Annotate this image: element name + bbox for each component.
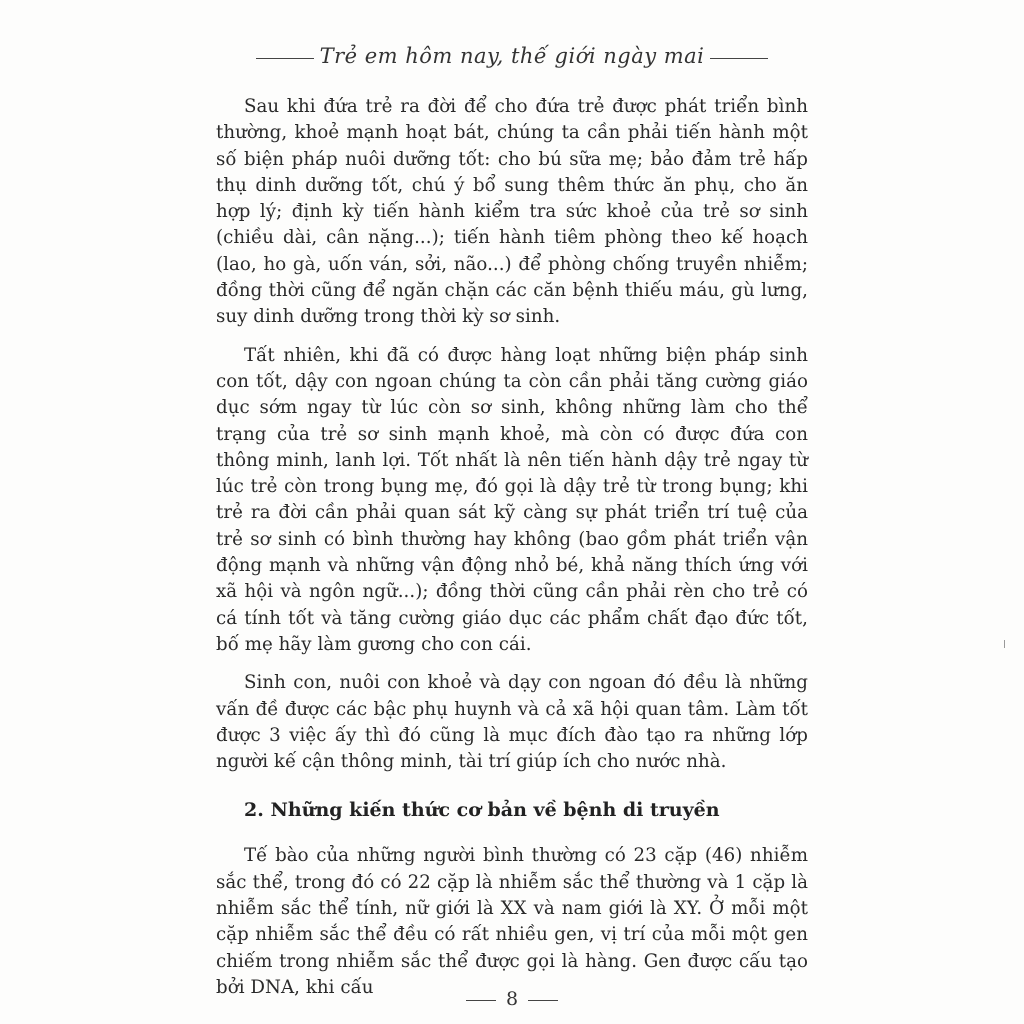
- folio-left-rule: [466, 1000, 496, 1001]
- body-text: [216, 94, 808, 1011]
- paragraph-early-education: Tất nhiên, khi đã có được hàng loạt những biện pháp sinh con tốt, dậy con ngoan chúng ta còn cần phải tăng cường giáo dục sớm ngay từ lúc còn sơ sinh, không những làm cho thể trạng của trẻ sơ sinh mạnh khoẻ, mà còn có được đứa con thông minh, lanh lợi. Tốt nhất là nên tiến hành dậy trẻ ngay từ lúc trẻ còn trong bụng mẹ, đó gọi là dậy trẻ từ trong bụng; khi trẻ ra đời cần phải quan sát kỹ càng sự phát triển trí tuệ của trẻ sơ sinh có bình thường hay không (bao gồm phát triển vận động mạnh và những vận động nhỏ bé, khả năng thích ứng với xã hội và ngôn ngữ...); đồng thời cũng cần phải rèn cho trẻ có cá tính tốt và tăng cường giáo dục các phẩm chất đạo đức tốt, bố mẹ hãy làm gương cho con cái.: [216, 344, 808, 655]
- folio-right-rule: [528, 1000, 558, 1001]
- running-head-right-rule: [710, 58, 768, 59]
- paragraph-chromosomes: Tế bào của những người bình thường có 23 cặp (46) nhiễm sắc thể, trong đó có 22 cặp là nhiễm sắc thể thường và 1 cặp là nhiễm sắc thể tính, nữ giới là XX và nam giới là XY. Ở mỗi một cặp nhiễm sắc thể đều có rất nhiều gen, vị trí của mỗi một gen chiếm trong nhiễm sắc thể được gọi là hàng. Gen được cấu tạo bởi DNA, khi cấu: [216, 845, 808, 998]
- running-head: [0, 44, 1024, 68]
- running-head-title: Trẻ em hôm nay, thế giới ngày mai: [319, 44, 705, 68]
- paragraph-newborn-care: Sau khi đứa trẻ ra đời để cho đứa trẻ được phát triển bình thường, khoẻ mạnh hoạt bát, chúng ta cần phải tiến hành một số biện pháp nuôi dưỡng tốt: cho bú sữa mẹ; bảo đảm trẻ hấp thụ dinh dưỡng tốt, chú ý bổ sung thêm thức ăn phụ, cho ăn hợp lý; định kỳ tiến hành kiểm tra sức khoẻ của trẻ sơ sinh (chiều dài, cân nặng...); tiến hành tiêm phòng theo kế hoạch (lao, ho gà, uốn ván, sởi, não...) để phòng chống truyền nhiễm; đồng thời cũng để ngăn chặn các căn bệnh thiếu máu, gù lưng, suy dinh dưỡng trong thời kỳ sơ sinh.: [216, 96, 808, 328]
- running-head-left-rule: [256, 58, 314, 59]
- section-heading: 2. Những kiến thức cơ bản về bệnh di truyền: [244, 799, 720, 822]
- page-folio: [0, 988, 1024, 1010]
- page-number: 8: [505, 988, 519, 1010]
- paragraph-raising-children: Sinh con, nuôi con khoẻ và dạy con ngoan đó đều là những vấn đề được các bậc phụ huynh và cả xã hội quan tâm. Làm tốt được 3 việc ấy thì đó cũng là mục đích đào tạo ra những lớp người kế cận thông minh, tài trí giúp ích cho nước nhà.: [216, 672, 808, 773]
- page-edge-mark: [1004, 640, 1005, 648]
